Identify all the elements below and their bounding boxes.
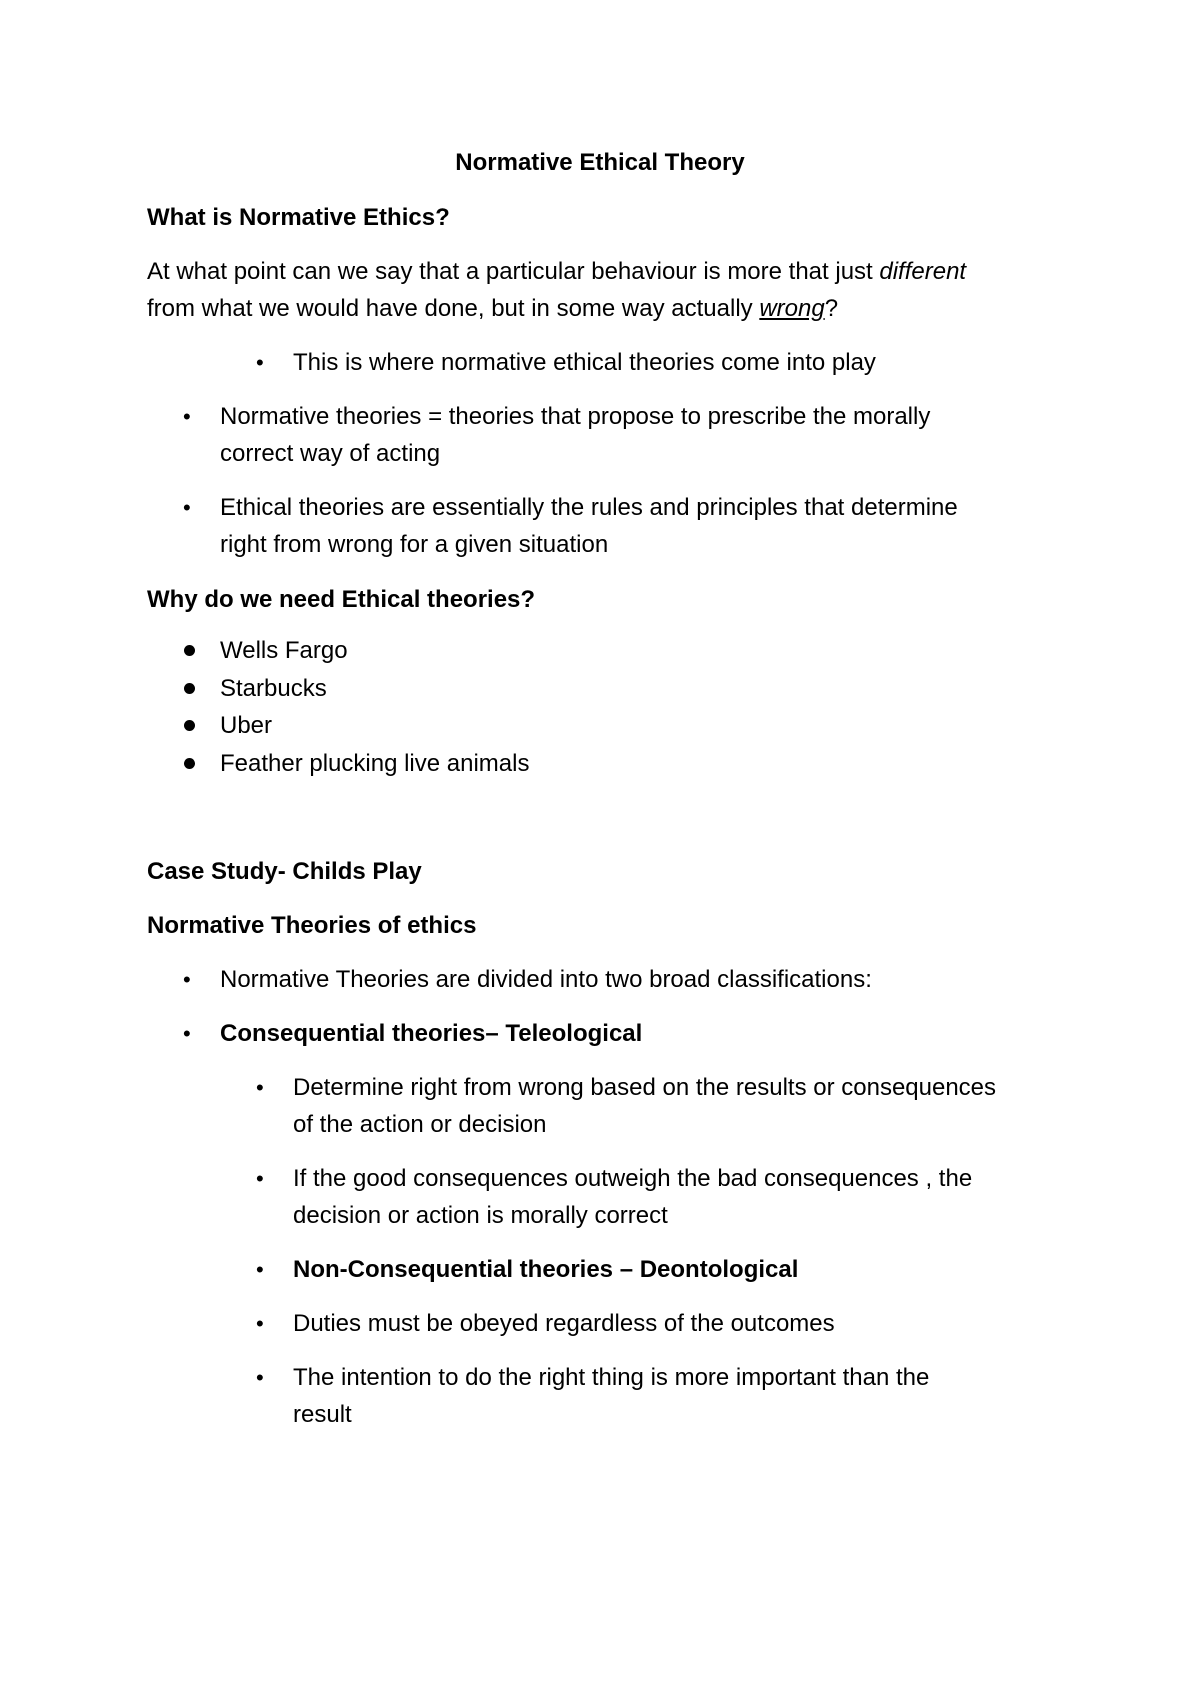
- bullet-icon: •: [183, 967, 191, 992]
- list-item: Feather plucking live animals: [220, 750, 530, 777]
- sub-list-item-continuation: decision or action is morally correct: [293, 1202, 668, 1229]
- bullet-icon: •: [256, 1075, 264, 1100]
- list-item: Normative Theories are divided into two broad classifications:: [220, 966, 872, 993]
- list-item: Starbucks: [220, 675, 327, 702]
- bullet-icon: •: [256, 1166, 264, 1191]
- sub-list-item-continuation: of the action or decision: [293, 1111, 547, 1138]
- section-heading-case-study: Case Study- Childs Play: [147, 858, 422, 885]
- bullet-icon: •: [183, 1021, 191, 1046]
- section-heading-what-is: What is Normative Ethics?: [147, 204, 450, 231]
- emphasis-wrong: wrong: [759, 295, 825, 322]
- list-item: This is where normative ethical theories come into play: [293, 349, 876, 376]
- list-item-consequential: Consequential theories– Teleological: [220, 1020, 643, 1047]
- list-item: Ethical theories are essentially the rules and principles that determine: [220, 494, 958, 521]
- sub-list-item: Duties must be obeyed regardless of the outcomes: [293, 1310, 835, 1337]
- bullet-icon: •: [256, 1257, 264, 1282]
- bullet-icon: •: [256, 350, 264, 375]
- bullet-icon: [184, 645, 195, 656]
- list-item: Normative theories = theories that propose to prescribe the morally: [220, 403, 931, 430]
- intro-text: At what point can we say that a particular behaviour is more that just: [147, 258, 880, 285]
- intro-paragraph-line-1: [147, 257, 966, 287]
- sub-list-item: The intention to do the right thing is more important than the: [293, 1364, 930, 1391]
- bullet-icon: [184, 720, 195, 731]
- intro-paragraph-line-2: [147, 294, 838, 324]
- sub-list-item-non-consequential: Non-Consequential theories – Deontological: [293, 1256, 799, 1283]
- bullet-icon: •: [256, 1311, 264, 1336]
- list-item: Wells Fargo: [220, 637, 348, 664]
- list-item: Uber: [220, 712, 273, 739]
- emphasis-different: different: [879, 258, 967, 285]
- sub-list-item-continuation: result: [293, 1401, 352, 1428]
- intro-text: from what we would have done, but in some way actually: [147, 295, 760, 322]
- section-heading-normative-theories: Normative Theories of ethics: [147, 912, 477, 939]
- intro-text: ?: [824, 295, 839, 322]
- bullet-icon: [184, 683, 195, 694]
- sub-list-item: If the good consequences outweigh the bad consequences , the: [293, 1165, 973, 1192]
- list-item-continuation: right from wrong for a given situation: [220, 531, 609, 558]
- bullet-icon: •: [183, 495, 191, 520]
- bullet-icon: •: [256, 1365, 264, 1390]
- bullet-icon: [184, 758, 195, 769]
- sub-list-item: Determine right from wrong based on the results or consequences: [293, 1074, 997, 1101]
- section-heading-why-need: Why do we need Ethical theories?: [147, 586, 536, 613]
- document-title: Normative Ethical Theory: [455, 149, 745, 176]
- list-item-continuation: correct way of acting: [220, 440, 441, 467]
- bullet-icon: •: [183, 404, 191, 429]
